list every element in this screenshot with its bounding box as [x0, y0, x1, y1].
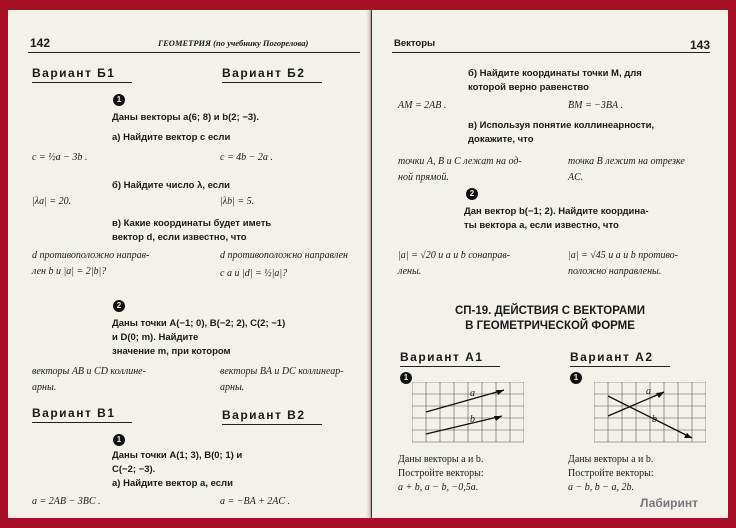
a1-given: Даны векторы a и b.: [398, 454, 484, 465]
vector-label-a: a: [470, 388, 475, 399]
condition-left-line2: лены.: [398, 266, 422, 277]
variant-underline: [32, 82, 132, 83]
task3-line1: Даны точки A(1; 3), B(0; 1) и: [112, 450, 243, 461]
running-head: Векторы: [394, 38, 436, 49]
task2-line2: и D(0; m). Найдите: [112, 332, 199, 343]
left-page: [8, 10, 371, 518]
arrowhead: [494, 416, 502, 421]
condition-right-line1: |a| = √45 и a и b противо-: [568, 250, 678, 261]
task3-line2: C(−2; −3).: [112, 464, 156, 475]
variant-underline: [32, 422, 132, 423]
section-title-line2: В ГЕОМЕТРИЧЕСКОЙ ФОРМЕ: [465, 319, 635, 332]
variant-underline: [222, 424, 322, 425]
prove-right-line2: AC.: [568, 172, 584, 183]
equation-right: BM = −3BA .: [568, 100, 623, 111]
collinear-b1-line1: векторы AB и CD коллине-: [32, 366, 146, 377]
lambda-b1: |λa| = 20.: [32, 196, 72, 207]
vector-label-a: a: [646, 386, 651, 397]
condition-left-line1: |a| = √20 и a и b сонаправ-: [398, 250, 511, 261]
collinear-b2-line1: векторы BA и DC коллинеар-: [220, 366, 344, 377]
variant-underline: [570, 366, 670, 367]
prove-right-line1: точка B лежит на отрезке: [568, 156, 685, 167]
section-title: [372, 304, 728, 334]
a1-construct: Постройте векторы:: [398, 468, 484, 479]
task-intro: Даны векторы a(6; 8) и b(2; −3).: [112, 112, 259, 123]
arrowhead: [656, 392, 664, 398]
variant-b2-heading: Вариант Б2: [222, 66, 306, 80]
variant-a2-heading: Вариант А2: [570, 350, 654, 364]
condition-b1-line2: лен b и |a| = 2|b|?: [32, 266, 107, 277]
task-number-badge: 2: [466, 188, 478, 200]
task2-line2: ты вектора a, если известно, что: [464, 220, 619, 231]
equation-left: AM = 2AB .: [398, 100, 447, 111]
condition-b1-line1: d противоположно направ-: [32, 250, 150, 261]
formula-b2: c = 4b − 2a .: [220, 152, 273, 163]
variant-underline: [222, 82, 322, 83]
header-rule: [28, 52, 360, 53]
task-v-line1: в) Используя понятие коллинеарности,: [468, 120, 655, 131]
variant-v1-heading: Вариант В1: [32, 406, 116, 420]
page-number: 142: [30, 36, 51, 50]
task2-line1: Даны точки A(−1; 0), B(−2; 2), C(2; −1): [112, 318, 286, 329]
collinear-b2-line2: арны.: [220, 382, 245, 393]
variant-underline: [400, 366, 500, 367]
section-title-line1: СП-19. ДЕЙСТВИЯ С ВЕКТОРАМИ: [454, 305, 646, 317]
vector-label-b: b: [470, 414, 475, 425]
task-b-line2: которой верно равенство: [468, 82, 589, 93]
task3-part-a: а) Найдите вектор a, если: [112, 478, 233, 489]
task-number-badge: 1: [113, 94, 125, 106]
running-head: ГЕОМЕТРИЯ (по учебнику Погорелова): [158, 38, 309, 48]
a2-construct: Постройте векторы:: [568, 468, 654, 479]
task-part-c-line2: вектор d, если известно, что: [112, 232, 247, 243]
prove-left-line2: ной прямой.: [398, 172, 449, 183]
lambda-b2: |λb| = 5.: [220, 196, 255, 207]
task2-line3: значение m, при котором: [112, 346, 231, 357]
prove-left-line1: точки A, B и C лежат на од-: [398, 156, 522, 167]
task2-line1: Дан вектор b(−1; 2). Найдите координа-: [464, 206, 649, 217]
variant-a1-heading: Вариант А1: [400, 350, 484, 364]
formula-v2: a = −BA + 2AC .: [220, 496, 291, 507]
variant-b1-heading: Вариант Б1: [32, 66, 116, 80]
task-part-a: а) Найдите вектор c если: [112, 132, 231, 143]
header-rule: [392, 52, 710, 53]
task-part-c-line1: в) Какие координаты будет иметь: [112, 218, 272, 229]
condition-right-line2: положно направлены.: [568, 266, 662, 277]
collinear-b1-line2: арны.: [32, 382, 57, 393]
task-v-line2: докажите, что: [468, 134, 534, 145]
a2-list: a − b, b − a, 2b.: [568, 482, 634, 493]
condition-b2-line1: d противоположно направлен: [220, 250, 348, 261]
formula-v1: a = 2AB − 3BC .: [32, 496, 101, 507]
task-number-badge: 1: [113, 434, 125, 446]
task-number-badge: 1: [400, 372, 412, 384]
a1-list: a + b, a − b, −0,5a.: [398, 482, 479, 493]
vector-b-arrow: [426, 416, 502, 434]
vector-label-b: b: [652, 414, 657, 425]
a2-given: Даны векторы a и b.: [568, 454, 654, 465]
vector-a-arrow: [426, 390, 504, 412]
arrowhead: [684, 433, 692, 438]
vector-grid-a1: [412, 382, 524, 444]
variant-v2-heading: Вариант В2: [222, 408, 306, 422]
watermark-text: Лабиринт: [640, 496, 699, 510]
task-part-b: б) Найдите число λ, если: [112, 180, 230, 191]
condition-b2-line2: с a и |d| = ½|a|?: [220, 268, 288, 279]
page-number: 143: [690, 38, 711, 52]
task-number-badge: 2: [113, 300, 125, 312]
task-number-badge: 1: [570, 372, 582, 384]
formula-b1: c = ½a − 3b .: [32, 152, 88, 163]
task-b-line1: б) Найдите координаты точки M, для: [468, 68, 642, 79]
right-page: [372, 10, 728, 518]
